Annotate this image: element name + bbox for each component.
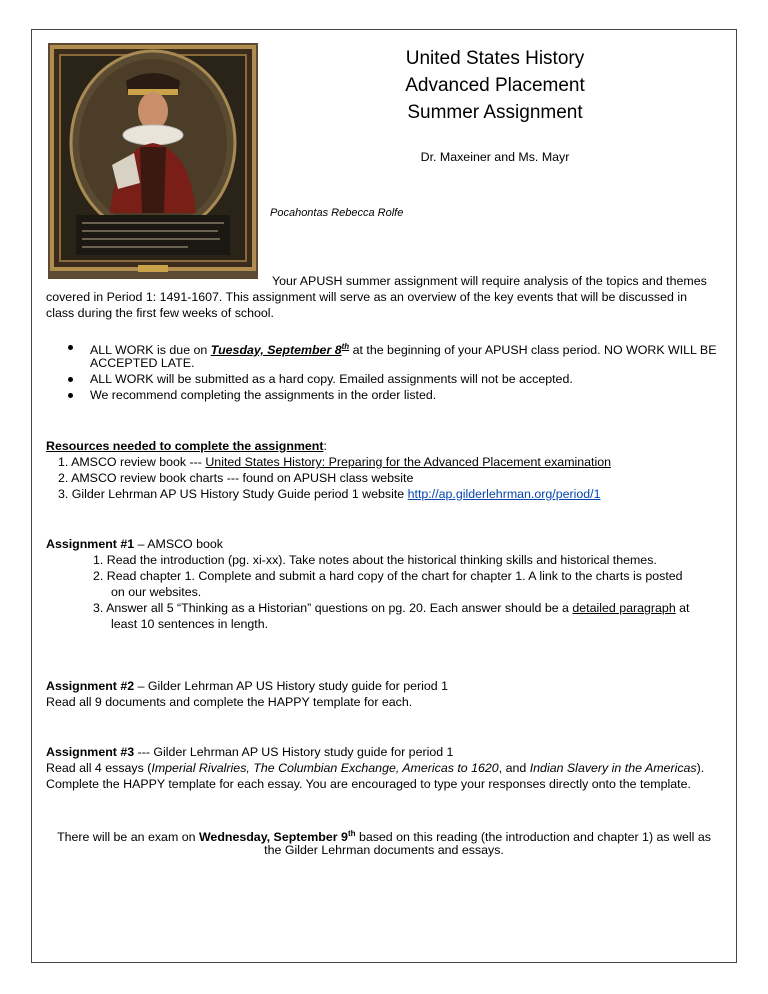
assignment-1-item-2: 2. Read chapter 1. Complete and submit a hard copy of the chart for chapter 1. A link to the charts is posted (93, 569, 683, 583)
resource-2: 2. AMSCO review book charts --- found on APUSH class website (58, 471, 414, 485)
gilder-lehrman-link[interactable]: http://ap.gilderlehrman.org/period/1 (407, 487, 601, 501)
assignment-1-subject: – AMSCO book (134, 537, 223, 551)
assignment-3-line-1 (46, 760, 704, 776)
resources-heading-text: Resources needed to complete the assignment (46, 439, 324, 453)
teacher-names: Dr. Maxeiner and Ms. Mayr (420, 150, 570, 164)
bullet-marker (68, 393, 73, 398)
bullet-marker (68, 345, 73, 350)
exam-text: There will be an exam on (57, 830, 199, 845)
assignment-2-label: Assignment #2 (46, 679, 135, 693)
bullet-due-continuation: ACCEPTED LATE. (90, 356, 195, 370)
assignment-1-item-3-end: at (675, 601, 690, 615)
exam-date-suffix: th (347, 829, 356, 838)
assignment-1-item-3 (93, 600, 690, 616)
assignment-1-item-2-cont: on our websites. (111, 585, 202, 599)
assignment-3-line-2: Complete the HAPPY template for each essay. You are encouraged to type your responses directly onto the template. (46, 777, 691, 791)
assignment-1-item-3-text: 3. Answer all 5 “Thinking as a Historian” questions on pg. 20. Each answer should be a (93, 601, 573, 615)
bullet-order: We recommend completing the assignments in the order listed. (90, 388, 437, 402)
due-date-suffix: th (341, 342, 350, 351)
assignment-1-item-1: 1. Read the introduction (pg. xi-xx). Take notes about the historical thinking skills and historical themes. (93, 553, 657, 567)
assignment-3-subject: --- Gilder Lehrman AP US History study guide for period 1 (134, 745, 454, 759)
assignment-3-label: Assignment #3 (46, 745, 135, 759)
bullet-hard-copy: ALL WORK will be submitted as a hard copy. Emailed assignments will not be accepted. (90, 372, 573, 386)
resources-colon: : (323, 439, 327, 453)
intro-line-3: class during the first few weeks of school. (46, 306, 274, 320)
assignment-2-text: Read all 9 documents and complete the HAPPY template for each. (46, 695, 413, 709)
assignment-1-label: Assignment #1 (46, 537, 135, 551)
resource-1-text: 1. AMSCO review book --- (58, 455, 206, 469)
amsco-book-title: United States History: Preparing for the Advanced Placement examination (205, 455, 612, 469)
title-line-1: United States History (405, 48, 585, 69)
bullet-due-rest: at the beginning of your APUSH class period. NO WORK WILL BE (349, 343, 717, 358)
resource-3-text: 3. Gilder Lehrman AP US History Study Guide period 1 website (58, 487, 408, 501)
resources-heading (46, 438, 327, 454)
exam-note-line-2: the Gilder Lehrman documents and essays. (264, 843, 504, 857)
title-line-2: Advanced Placement (405, 75, 585, 96)
exam-date: Wednesday, September 9 (198, 830, 348, 845)
bullet-due-text: ALL WORK is due on (90, 343, 211, 358)
essay-title-slavery: Indian Slavery in the Americas (529, 761, 697, 775)
portrait-caption: Pocahontas Rebecca Rolfe (270, 207, 404, 219)
title-line-3: Summer Assignment (407, 102, 583, 123)
pocahontas-portrait-image (48, 43, 258, 279)
assignment-3-text: Read all 4 essays ( (46, 761, 152, 775)
essay-titles: Imperial Rivalries, The Columbian Exchange, Americas to 1620 (151, 761, 499, 775)
exam-text-rest: based on this reading (the introduction and chapter 1) as well as (355, 830, 711, 845)
intro-line-2: covered in Period 1: 1491-1607. This assignment will serve as an overview of the key events that will be discussed in (46, 290, 687, 304)
assignment-1-item-3-cont: least 10 sentences in length. (111, 617, 269, 631)
due-date: Tuesday, September 8 (210, 343, 342, 358)
assignment-2-subject: – Gilder Lehrman AP US History study guide for period 1 (134, 679, 448, 693)
assignment-3-close: ). (696, 761, 705, 775)
detailed-paragraph: detailed paragraph (572, 601, 676, 615)
resource-3 (58, 486, 601, 502)
assignment-3-heading (46, 744, 453, 760)
assignment-1-heading (46, 536, 223, 552)
resource-1 (58, 454, 611, 470)
bullet-marker (68, 377, 73, 382)
assignment-2-heading (46, 678, 448, 694)
intro-line-1: Your APUSH summer assignment will require analysis of the topics and themes (272, 274, 707, 288)
assignment-3-and: , and (498, 761, 530, 775)
